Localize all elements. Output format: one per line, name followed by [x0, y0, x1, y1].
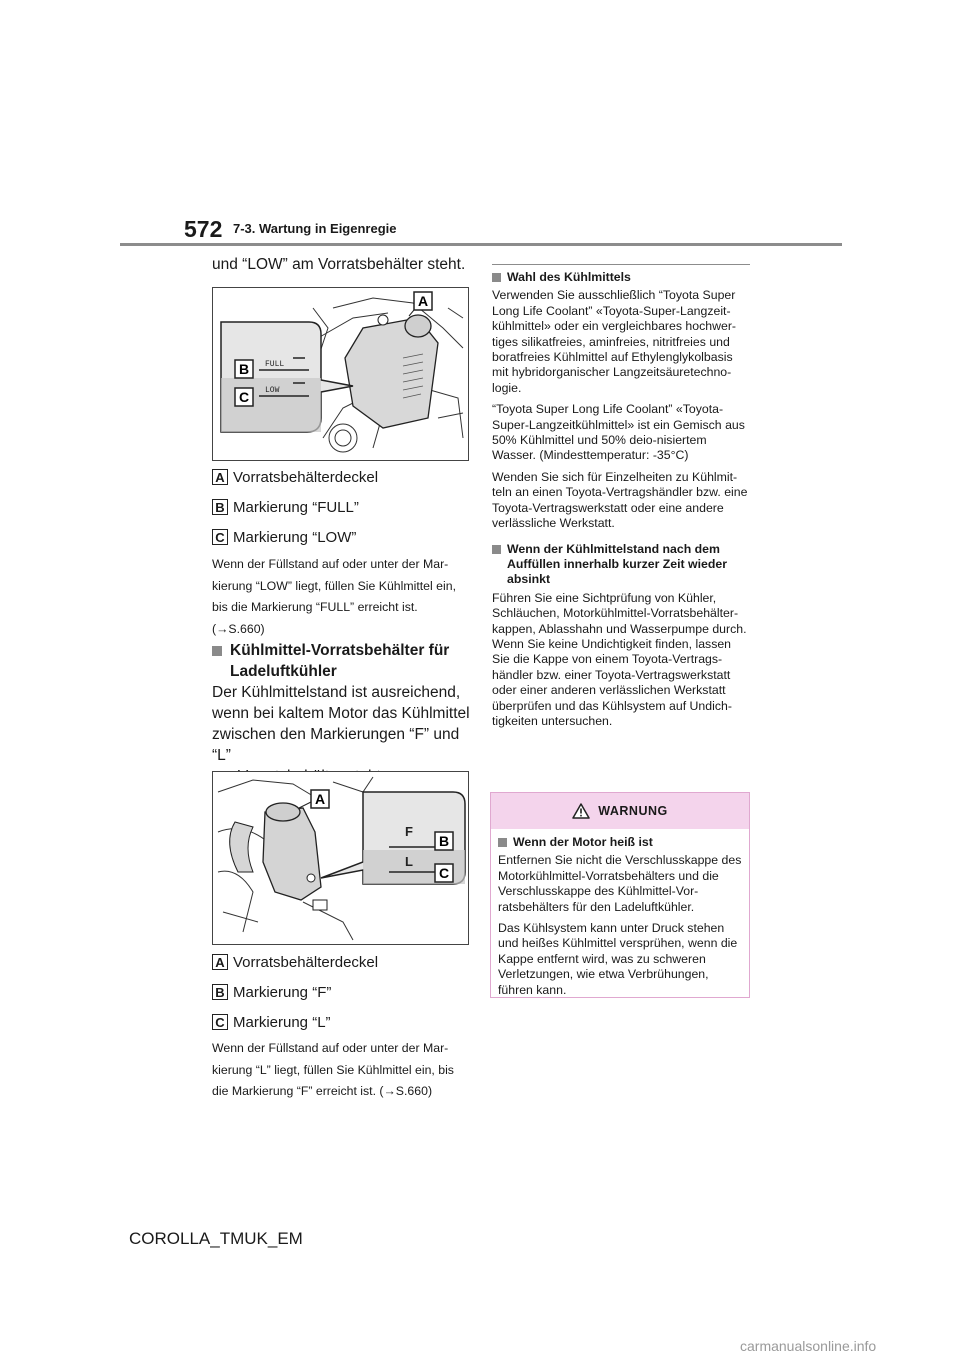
legend-text: Markierung “L”	[233, 1013, 331, 1031]
full-mark-label: FULL	[265, 360, 285, 369]
legend-item	[212, 496, 470, 518]
callout-c: C	[438, 865, 450, 881]
page-number: 572	[184, 216, 223, 242]
low-mark-label: LOW	[265, 386, 280, 395]
warning-body	[491, 829, 749, 998]
heading-intercooler-reservoir: Kühlmittel-Vorratsbehälter für Ladeluftkühler	[212, 640, 470, 682]
right-column	[492, 270, 750, 729]
header-rule	[120, 243, 842, 246]
callout-a: A	[314, 791, 326, 807]
legend-1	[212, 466, 470, 548]
bullet-square	[492, 545, 501, 554]
heading-coolant-choice: Wahl des Kühlmittels	[492, 270, 750, 285]
legend-2	[212, 951, 470, 1033]
section-title: 7-3. Wartung in Eigenregie	[233, 221, 397, 236]
legend-item	[212, 466, 470, 488]
warning-paragraph: Das Kühlsystem kann unter Druck stehen und heißes Kühlmittel versprühen, wenn die Kappe entfernt wird, was zu schweren Verletzungen, wie etwa Verbrühungen, führen kann.	[498, 921, 738, 997]
warning-heading: Wenn der Motor heiß ist	[498, 835, 742, 850]
callout-a: A	[417, 293, 429, 309]
callout-b: B	[438, 833, 450, 849]
paragraph: Wenn Sie keine Undichtigkeit finden, lassen Sie die Kappe von einem Toyota-Vertrags-händler bzw. einer Toyota-Vertragswerkstatt oder einer anderen verlässlichen Werkstatt überprüfen und das Kühlsystem auf Undich-tigkeiten untersuchen.	[492, 636, 732, 728]
legend-text: Vorratsbehälterdeckel	[233, 468, 379, 486]
paragraph: Führen Sie eine Sichtprüfung von Kühler, Schläuchen, Motorkühlmittel-Vorratsbehälter-kappen, Ablasshahn und Wasserpumpe durch.	[492, 590, 747, 636]
legend-letter: B	[212, 499, 228, 515]
legend-item	[212, 951, 470, 973]
heading-level-drops: Wenn der Kühlmittelstand nach dem Auffüllen innerhalb kurzer Zeit wieder absinkt	[492, 542, 750, 588]
bullet-square	[212, 646, 222, 656]
figure-coolant-reservoir	[212, 287, 469, 461]
paragraph: “Toyota Super Long Life Coolant” «Toyota-Super-Langzeitkühlmittel» ist ein Gemisch aus 50% Kühlmittel und 50% deio-nisiertem Wasser. (Mindesttemperatur: -35°C)	[492, 402, 745, 463]
engine-illustration-1	[213, 288, 468, 460]
legend-letter: B	[212, 984, 228, 1000]
legend-letter: A	[212, 469, 228, 485]
warning-title: WARNUNG	[598, 804, 668, 818]
paragraph: Verwenden Sie ausschließlich “Toyota Super Long Life Coolant” «Toyota-Super-Langzeit-kühlmittel» oder ein vergleichbares hochwer-tiges silikatfreies, aminfreies, nitritfreies und boratfreies Kühlmittel auf Ethylenglykolbasis mit hybridorganischer Langzeitsäuretechno-logie.	[492, 288, 737, 395]
l-mark-label: L	[405, 854, 413, 869]
f-mark-label: F	[405, 824, 413, 839]
warning-paragraph: Entfernen Sie nicht die Verschlusskappe des Motorkühlmittel-Vorratsbehälters und die Verschlusskappe des Kühlmittel-Vor-ratsbehälters für den Ladeluftkühler.	[498, 853, 742, 914]
legend-text: Vorratsbehälterdeckel	[233, 953, 379, 971]
bullet-square	[492, 273, 501, 282]
warning-box	[490, 792, 750, 998]
legend-item	[212, 1011, 470, 1033]
legend-text: Markierung “FULL”	[233, 498, 359, 516]
callout-c: C	[238, 389, 250, 405]
paragraph: Wenden Sie sich für Einzelheiten zu Kühlmit-teln an einen Toyota-Vertragshändler bzw. eine Toyota-Vertragswerkstatt oder eine andere verlässliche Werkstatt.	[492, 469, 748, 531]
figure-intercooler-reservoir	[212, 771, 469, 945]
legend-letter: C	[212, 1014, 228, 1030]
callout-b: B	[238, 361, 250, 377]
intro-text: und “LOW” am Vorratsbehälter steht.	[212, 256, 466, 273]
legend-item	[212, 526, 470, 548]
legend-text: Markierung “LOW”	[233, 528, 357, 546]
engine-illustration-2	[213, 772, 468, 944]
warning-triangle-icon	[572, 803, 590, 819]
footer-model-code: COROLLA_TMUK_EM	[129, 1229, 303, 1248]
legend-letter: A	[212, 954, 228, 970]
legend-text: Markierung “F”	[233, 983, 332, 1001]
note-2: Wenn der Füllstand auf oder unter der Mar- kierung “L” liegt, füllen Sie Kühlmittel ein, bis die Markierung “F” erreicht ist. (→S.660)	[212, 1041, 454, 1098]
warning-header	[491, 793, 749, 829]
body-intercooler: Der Kühlmittelstand ist ausreichend, wenn bei kaltem Motor das Kühlmittel zwischen den Markierungen “F” und “L”	[212, 684, 470, 764]
legend-item	[212, 981, 470, 1003]
bullet-square	[498, 838, 507, 847]
footer-watermark: carmanualsonline.info	[740, 1338, 877, 1354]
right-column-rule	[492, 264, 750, 265]
legend-letter: C	[212, 529, 228, 545]
note-1: Wenn der Füllstand auf oder unter der Mar- kierung “LOW” liegt, füllen Sie Kühlmittel ein, bis die Markierung “FULL” erreicht ist. (→S.660)	[212, 557, 456, 636]
